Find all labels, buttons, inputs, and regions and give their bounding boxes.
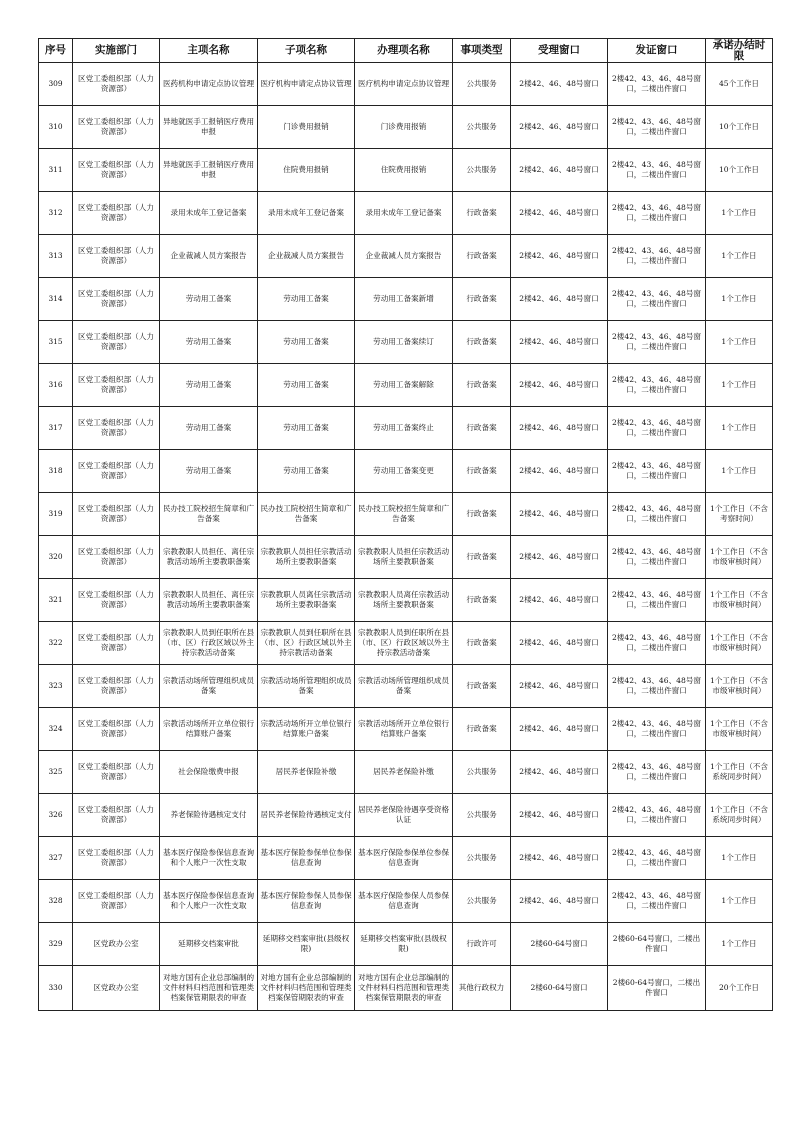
cell-dept: 区党政办公室 bbox=[73, 966, 160, 1011]
cell-no: 312 bbox=[39, 192, 73, 235]
cell-time-limit: 1个工作日 bbox=[706, 321, 773, 364]
cell-handling-item: 延期移交档案审批(县级权限) bbox=[355, 923, 453, 966]
cell-issue-window: 2楼42、43、46、48号窗口，二楼出件窗口 bbox=[608, 493, 706, 536]
cell-time-limit: 1个工作日（不含考察时间） bbox=[706, 493, 773, 536]
cell-issue-window: 2楼42、43、46、48号窗口，二楼出件窗口 bbox=[608, 665, 706, 708]
cell-main-item: 劳动用工备案 bbox=[160, 278, 258, 321]
header-row bbox=[39, 39, 773, 63]
cell-time-limit: 1个工作日 bbox=[706, 837, 773, 880]
cell-accept-window: 2楼60-64号窗口 bbox=[511, 923, 608, 966]
cell-no: 324 bbox=[39, 708, 73, 751]
cell-issue-window: 2楼42、43、46、48号窗口，二楼出件窗口 bbox=[608, 106, 706, 149]
cell-sub-item: 企业裁减人员方案报告 bbox=[258, 235, 355, 278]
cell-no: 329 bbox=[39, 923, 73, 966]
table-row bbox=[39, 321, 773, 364]
cell-accept-window: 2楼42、46、48号窗口 bbox=[511, 622, 608, 665]
table-row bbox=[39, 665, 773, 708]
cell-issue-window: 2楼60-64号窗口，二楼出件窗口 bbox=[608, 923, 706, 966]
cell-accept-window: 2楼42、46、48号窗口 bbox=[511, 794, 608, 837]
cell-item-type: 行政备案 bbox=[453, 665, 511, 708]
cell-issue-window: 2楼42、43、46、48号窗口，二楼出件窗口 bbox=[608, 880, 706, 923]
table-row bbox=[39, 364, 773, 407]
table-row bbox=[39, 192, 773, 235]
cell-handling-item: 宗教教职人员到任职所在县（市、区）行政区域以外主持宗教活动备案 bbox=[355, 622, 453, 665]
cell-main-item: 劳动用工备案 bbox=[160, 364, 258, 407]
cell-accept-window: 2楼42、46、48号窗口 bbox=[511, 321, 608, 364]
cell-dept: 区党政办公室 bbox=[73, 923, 160, 966]
cell-dept: 区党工委组织部（人力资源部） bbox=[73, 665, 160, 708]
cell-sub-item: 居民养老保险补缴 bbox=[258, 751, 355, 794]
cell-dept: 区党工委组织部（人力资源部） bbox=[73, 321, 160, 364]
cell-issue-window: 2楼42、43、46、48号窗口，二楼出件窗口 bbox=[608, 235, 706, 278]
header-dept: 实施部门 bbox=[73, 39, 160, 63]
cell-item-type: 行政备案 bbox=[453, 192, 511, 235]
cell-accept-window: 2楼42、46、48号窗口 bbox=[511, 192, 608, 235]
cell-issue-window: 2楼60-64号窗口，二楼出件窗口 bbox=[608, 966, 706, 1011]
cell-dept: 区党工委组织部（人力资源部） bbox=[73, 622, 160, 665]
cell-main-item: 劳动用工备案 bbox=[160, 407, 258, 450]
document-page bbox=[38, 38, 772, 1011]
table-row bbox=[39, 794, 773, 837]
cell-accept-window: 2楼42、46、48号窗口 bbox=[511, 235, 608, 278]
table-row bbox=[39, 536, 773, 579]
cell-time-limit: 1个工作日 bbox=[706, 923, 773, 966]
cell-dept: 区党工委组织部（人力资源部） bbox=[73, 407, 160, 450]
cell-handling-item: 录用未成年工登记备案 bbox=[355, 192, 453, 235]
table-row bbox=[39, 407, 773, 450]
cell-main-item: 基本医疗保险参保信息查询和个人账户一次性支取 bbox=[160, 880, 258, 923]
cell-handling-item: 劳动用工备案解除 bbox=[355, 364, 453, 407]
cell-item-type: 行政备案 bbox=[453, 321, 511, 364]
header-handling-item: 办理项名称 bbox=[355, 39, 453, 63]
cell-sub-item: 基本医疗保险参保人员参保信息查询 bbox=[258, 880, 355, 923]
cell-handling-item: 企业裁减人员方案报告 bbox=[355, 235, 453, 278]
cell-issue-window: 2楼42、43、46、48号窗口，二楼出件窗口 bbox=[608, 751, 706, 794]
cell-item-type: 公共服务 bbox=[453, 751, 511, 794]
table-row bbox=[39, 880, 773, 923]
cell-main-item: 宗教活动场所开立单位银行结算账户备案 bbox=[160, 708, 258, 751]
cell-sub-item: 延期移交档案审批(县级权限) bbox=[258, 923, 355, 966]
cell-time-limit: 1个工作日（不含市级审核时间） bbox=[706, 536, 773, 579]
cell-handling-item: 医疗机构申请定点协议管理 bbox=[355, 63, 453, 106]
table-row bbox=[39, 106, 773, 149]
table-row bbox=[39, 63, 773, 106]
cell-handling-item: 居民养老保险补缴 bbox=[355, 751, 453, 794]
cell-handling-item: 劳动用工备案续订 bbox=[355, 321, 453, 364]
table-row bbox=[39, 149, 773, 192]
cell-issue-window: 2楼42、43、46、48号窗口，二楼出件窗口 bbox=[608, 407, 706, 450]
cell-handling-item: 宗教教职人员担任宗教活动场所主要教职备案 bbox=[355, 536, 453, 579]
service-items-table bbox=[38, 38, 773, 1011]
cell-dept: 区党工委组织部（人力资源部） bbox=[73, 192, 160, 235]
cell-time-limit: 20个工作日 bbox=[706, 966, 773, 1011]
table-body bbox=[39, 63, 773, 1011]
cell-item-type: 行政备案 bbox=[453, 450, 511, 493]
cell-item-type: 其他行政权力 bbox=[453, 966, 511, 1011]
cell-time-limit: 1个工作日 bbox=[706, 450, 773, 493]
cell-no: 322 bbox=[39, 622, 73, 665]
cell-dept: 区党工委组织部（人力资源部） bbox=[73, 536, 160, 579]
table-row bbox=[39, 708, 773, 751]
cell-main-item: 宗教活动场所管理组织成员备案 bbox=[160, 665, 258, 708]
cell-time-limit: 1个工作日 bbox=[706, 235, 773, 278]
cell-time-limit: 1个工作日（不含市级审核时间） bbox=[706, 579, 773, 622]
header-item-type: 事项类型 bbox=[453, 39, 511, 63]
cell-item-type: 公共服务 bbox=[453, 106, 511, 149]
cell-item-type: 行政备案 bbox=[453, 708, 511, 751]
cell-sub-item: 宗教教职人员到任职所在县（市、区）行政区域以外主持宗教活动备案 bbox=[258, 622, 355, 665]
cell-handling-item: 劳动用工备案新增 bbox=[355, 278, 453, 321]
cell-handling-item: 宗教活动场所开立单位银行结算账户备案 bbox=[355, 708, 453, 751]
cell-dept: 区党工委组织部（人力资源部） bbox=[73, 493, 160, 536]
cell-accept-window: 2楼42、46、48号窗口 bbox=[511, 407, 608, 450]
table-row bbox=[39, 966, 773, 1011]
cell-dept: 区党工委组织部（人力资源部） bbox=[73, 880, 160, 923]
cell-main-item: 录用未成年工登记备案 bbox=[160, 192, 258, 235]
cell-issue-window: 2楼42、43、46、48号窗口，二楼出件窗口 bbox=[608, 192, 706, 235]
cell-accept-window: 2楼42、46、48号窗口 bbox=[511, 450, 608, 493]
cell-item-type: 行政备案 bbox=[453, 235, 511, 278]
cell-time-limit: 45个工作日 bbox=[706, 63, 773, 106]
header-main-item: 主项名称 bbox=[160, 39, 258, 63]
cell-item-type: 行政备案 bbox=[453, 364, 511, 407]
cell-sub-item: 劳动用工备案 bbox=[258, 364, 355, 407]
cell-accept-window: 2楼42、46、48号窗口 bbox=[511, 708, 608, 751]
cell-accept-window: 2楼42、46、48号窗口 bbox=[511, 106, 608, 149]
cell-accept-window: 2楼60-64号窗口 bbox=[511, 966, 608, 1011]
cell-time-limit: 1个工作日 bbox=[706, 880, 773, 923]
cell-handling-item: 基本医疗保险参保人员参保信息查询 bbox=[355, 880, 453, 923]
cell-dept: 区党工委组织部（人力资源部） bbox=[73, 278, 160, 321]
cell-sub-item: 医疗机构申请定点协议管理 bbox=[258, 63, 355, 106]
cell-handling-item: 劳动用工备案变更 bbox=[355, 450, 453, 493]
cell-time-limit: 1个工作日 bbox=[706, 278, 773, 321]
cell-dept: 区党工委组织部（人力资源部） bbox=[73, 149, 160, 192]
cell-issue-window: 2楼42、43、46、48号窗口，二楼出件窗口 bbox=[608, 63, 706, 106]
cell-no: 313 bbox=[39, 235, 73, 278]
cell-handling-item: 住院费用报销 bbox=[355, 149, 453, 192]
cell-dept: 区党工委组织部（人力资源部） bbox=[73, 450, 160, 493]
cell-time-limit: 1个工作日（不含系统同步时间） bbox=[706, 751, 773, 794]
cell-handling-item: 宗教教职人员离任宗教活动场所主要教职备案 bbox=[355, 579, 453, 622]
table-row bbox=[39, 837, 773, 880]
cell-accept-window: 2楼42、46、48号窗口 bbox=[511, 278, 608, 321]
cell-sub-item: 门诊费用报销 bbox=[258, 106, 355, 149]
cell-accept-window: 2楼42、46、48号窗口 bbox=[511, 665, 608, 708]
table-row bbox=[39, 450, 773, 493]
cell-no: 325 bbox=[39, 751, 73, 794]
header-no: 序号 bbox=[39, 39, 73, 63]
cell-accept-window: 2楼42、46、48号窗口 bbox=[511, 536, 608, 579]
cell-issue-window: 2楼42、43、46、48号窗口，二楼出件窗口 bbox=[608, 708, 706, 751]
cell-main-item: 民办技工院校招生简章和广告备案 bbox=[160, 493, 258, 536]
cell-no: 309 bbox=[39, 63, 73, 106]
cell-main-item: 劳动用工备案 bbox=[160, 321, 258, 364]
cell-handling-item: 对地方国有企业总部编制的文件材料归档范围和管理类档案保管期限表的审查 bbox=[355, 966, 453, 1011]
cell-no: 323 bbox=[39, 665, 73, 708]
cell-main-item: 企业裁减人员方案报告 bbox=[160, 235, 258, 278]
cell-dept: 区党工委组织部（人力资源部） bbox=[73, 751, 160, 794]
cell-time-limit: 1个工作日（不含市级审核时间） bbox=[706, 665, 773, 708]
table-row bbox=[39, 278, 773, 321]
cell-dept: 区党工委组织部（人力资源部） bbox=[73, 106, 160, 149]
cell-item-type: 公共服务 bbox=[453, 880, 511, 923]
cell-time-limit: 10个工作日 bbox=[706, 149, 773, 192]
cell-no: 316 bbox=[39, 364, 73, 407]
cell-sub-item: 宗教活动场所开立单位银行结算账户备案 bbox=[258, 708, 355, 751]
table-row bbox=[39, 579, 773, 622]
table-row bbox=[39, 235, 773, 278]
cell-accept-window: 2楼42、46、48号窗口 bbox=[511, 880, 608, 923]
cell-dept: 区党工委组织部（人力资源部） bbox=[73, 235, 160, 278]
cell-dept: 区党工委组织部（人力资源部） bbox=[73, 708, 160, 751]
cell-no: 320 bbox=[39, 536, 73, 579]
cell-no: 330 bbox=[39, 966, 73, 1011]
header-accept-window: 受理窗口 bbox=[511, 39, 608, 63]
cell-item-type: 行政备案 bbox=[453, 622, 511, 665]
cell-item-type: 行政许可 bbox=[453, 923, 511, 966]
cell-issue-window: 2楼42、43、46、48号窗口，二楼出件窗口 bbox=[608, 536, 706, 579]
cell-handling-item: 宗教活动场所管理组织成员备案 bbox=[355, 665, 453, 708]
cell-main-item: 养老保险待遇核定支付 bbox=[160, 794, 258, 837]
cell-item-type: 行政备案 bbox=[453, 278, 511, 321]
cell-sub-item: 对地方国有企业总部编制的文件材料归档范围和管理类档案保管期限表的审查 bbox=[258, 966, 355, 1011]
table-row bbox=[39, 493, 773, 536]
cell-item-type: 行政备案 bbox=[453, 407, 511, 450]
cell-no: 310 bbox=[39, 106, 73, 149]
cell-no: 314 bbox=[39, 278, 73, 321]
cell-item-type: 行政备案 bbox=[453, 536, 511, 579]
cell-main-item: 宗教教职人员到任职所在县（市、区）行政区域以外主持宗教活动备案 bbox=[160, 622, 258, 665]
cell-no: 321 bbox=[39, 579, 73, 622]
cell-sub-item: 劳动用工备案 bbox=[258, 450, 355, 493]
cell-main-item: 延期移交档案审批 bbox=[160, 923, 258, 966]
cell-time-limit: 1个工作日（不含市级审核时间） bbox=[706, 708, 773, 751]
cell-issue-window: 2楼42、43、46、48号窗口，二楼出件窗口 bbox=[608, 837, 706, 880]
cell-handling-item: 劳动用工备案终止 bbox=[355, 407, 453, 450]
cell-issue-window: 2楼42、43、46、48号窗口，二楼出件窗口 bbox=[608, 278, 706, 321]
cell-no: 318 bbox=[39, 450, 73, 493]
cell-main-item: 对地方国有企业总部编制的文件材料归档范围和管理类档案保管期限表的审查 bbox=[160, 966, 258, 1011]
cell-dept: 区党工委组织部（人力资源部） bbox=[73, 364, 160, 407]
cell-time-limit: 1个工作日 bbox=[706, 407, 773, 450]
cell-accept-window: 2楼42、46、48号窗口 bbox=[511, 579, 608, 622]
cell-sub-item: 宗教教职人员担任宗教活动场所主要教职备案 bbox=[258, 536, 355, 579]
table-row bbox=[39, 923, 773, 966]
cell-no: 311 bbox=[39, 149, 73, 192]
cell-sub-item: 居民养老保险待遇核定支付 bbox=[258, 794, 355, 837]
cell-issue-window: 2楼42、43、46、48号窗口，二楼出件窗口 bbox=[608, 622, 706, 665]
cell-accept-window: 2楼42、46、48号窗口 bbox=[511, 493, 608, 536]
cell-no: 327 bbox=[39, 837, 73, 880]
cell-time-limit: 1个工作日（不含市级审核时间） bbox=[706, 622, 773, 665]
cell-accept-window: 2楼42、46、48号窗口 bbox=[511, 751, 608, 794]
cell-dept: 区党工委组织部（人力资源部） bbox=[73, 837, 160, 880]
cell-item-type: 公共服务 bbox=[453, 149, 511, 192]
cell-handling-item: 居民养老保险待遇享受资格认证 bbox=[355, 794, 453, 837]
cell-main-item: 异地就医手工报销医疗费用申报 bbox=[160, 106, 258, 149]
cell-issue-window: 2楼42、43、46、48号窗口，二楼出件窗口 bbox=[608, 794, 706, 837]
cell-item-type: 公共服务 bbox=[453, 794, 511, 837]
cell-accept-window: 2楼42、46、48号窗口 bbox=[511, 149, 608, 192]
cell-sub-item: 宗教教职人员离任宗教活动场所主要教职备案 bbox=[258, 579, 355, 622]
cell-dept: 区党工委组织部（人力资源部） bbox=[73, 794, 160, 837]
cell-handling-item: 门诊费用报销 bbox=[355, 106, 453, 149]
cell-issue-window: 2楼42、43、46、48号窗口，二楼出件窗口 bbox=[608, 149, 706, 192]
cell-issue-window: 2楼42、43、46、48号窗口，二楼出件窗口 bbox=[608, 450, 706, 493]
cell-accept-window: 2楼42、46、48号窗口 bbox=[511, 837, 608, 880]
cell-sub-item: 宗教活动场所管理组织成员备案 bbox=[258, 665, 355, 708]
cell-accept-window: 2楼42、46、48号窗口 bbox=[511, 364, 608, 407]
cell-sub-item: 劳动用工备案 bbox=[258, 407, 355, 450]
cell-time-limit: 10个工作日 bbox=[706, 106, 773, 149]
cell-item-type: 公共服务 bbox=[453, 63, 511, 106]
cell-dept: 区党工委组织部（人力资源部） bbox=[73, 63, 160, 106]
cell-time-limit: 1个工作日 bbox=[706, 364, 773, 407]
cell-issue-window: 2楼42、43、46、48号窗口，二楼出件窗口 bbox=[608, 364, 706, 407]
cell-item-type: 行政备案 bbox=[453, 579, 511, 622]
cell-main-item: 异地就医手工报销医疗费用申报 bbox=[160, 149, 258, 192]
cell-sub-item: 劳动用工备案 bbox=[258, 278, 355, 321]
cell-main-item: 宗教教职人员担任、离任宗教活动场所主要教职备案 bbox=[160, 579, 258, 622]
cell-sub-item: 基本医疗保险参保单位参保信息查询 bbox=[258, 837, 355, 880]
cell-main-item: 医药机构申请定点协议管理 bbox=[160, 63, 258, 106]
cell-time-limit: 1个工作日 bbox=[706, 192, 773, 235]
cell-item-type: 公共服务 bbox=[453, 837, 511, 880]
cell-no: 315 bbox=[39, 321, 73, 364]
cell-sub-item: 劳动用工备案 bbox=[258, 321, 355, 364]
header-time-limit: 承诺办结时限 bbox=[706, 39, 773, 63]
cell-no: 326 bbox=[39, 794, 73, 837]
cell-issue-window: 2楼42、43、46、48号窗口，二楼出件窗口 bbox=[608, 579, 706, 622]
cell-main-item: 宗教教职人员担任、离任宗教活动场所主要教职备案 bbox=[160, 536, 258, 579]
cell-handling-item: 民办技工院校招生简章和广告备案 bbox=[355, 493, 453, 536]
cell-accept-window: 2楼42、46、48号窗口 bbox=[511, 63, 608, 106]
cell-no: 319 bbox=[39, 493, 73, 536]
cell-sub-item: 住院费用报销 bbox=[258, 149, 355, 192]
cell-no: 317 bbox=[39, 407, 73, 450]
cell-main-item: 劳动用工备案 bbox=[160, 450, 258, 493]
cell-issue-window: 2楼42、43、46、48号窗口，二楼出件窗口 bbox=[608, 321, 706, 364]
cell-main-item: 社会保险缴费申报 bbox=[160, 751, 258, 794]
cell-no: 328 bbox=[39, 880, 73, 923]
table-row bbox=[39, 751, 773, 794]
header-sub-item: 子项名称 bbox=[258, 39, 355, 63]
cell-sub-item: 录用未成年工登记备案 bbox=[258, 192, 355, 235]
cell-sub-item: 民办技工院校招生简章和广告备案 bbox=[258, 493, 355, 536]
cell-item-type: 行政备案 bbox=[453, 493, 511, 536]
header-issue-window: 发证窗口 bbox=[608, 39, 706, 63]
cell-handling-item: 基本医疗保险参保单位参保信息查询 bbox=[355, 837, 453, 880]
table-row bbox=[39, 622, 773, 665]
cell-time-limit: 1个工作日（不含系统同步时间） bbox=[706, 794, 773, 837]
cell-main-item: 基本医疗保险参保信息查询和个人账户一次性支取 bbox=[160, 837, 258, 880]
cell-dept: 区党工委组织部（人力资源部） bbox=[73, 579, 160, 622]
